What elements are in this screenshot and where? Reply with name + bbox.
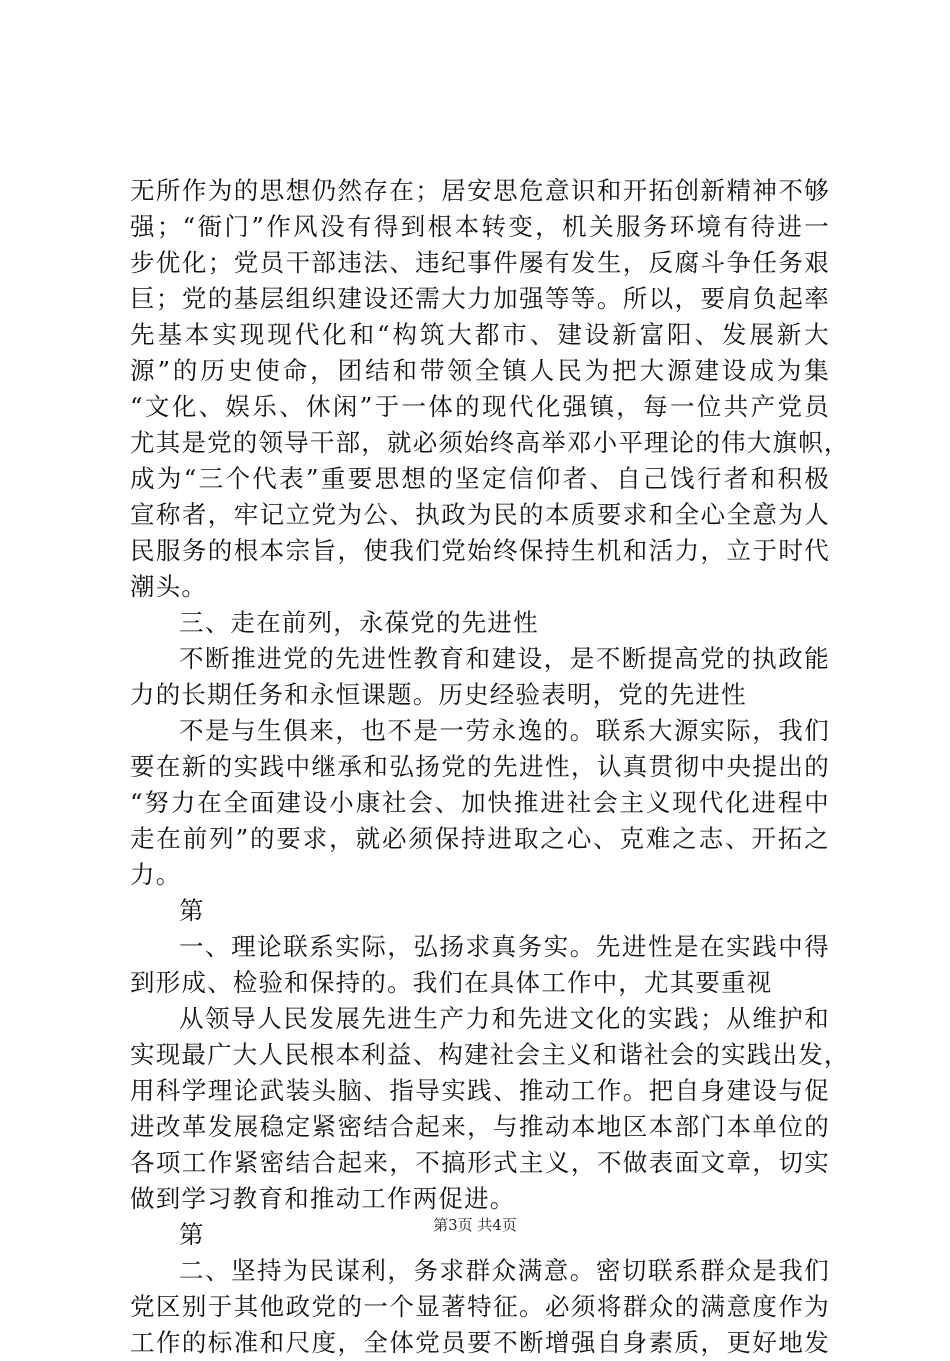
text-line: 不是与生俱来，也不是一劳永逸的。联系大源实际，我们 xyxy=(179,716,830,745)
subsection-line: 一、理论联系实际，弘扬求真务实。先进性是在实践中得 xyxy=(179,932,830,961)
text-line: 进改革发展稳定紧密结合起来，与推动本地区本部门本单位的 xyxy=(130,1112,830,1141)
text-line: 到形成、检验和保持的。我们在具体工作中，尤其要重视 xyxy=(130,968,773,997)
text-line: 先基本实现现代化和“构筑大都市、建设新富阳、发展新大 xyxy=(130,320,830,349)
text-line: 无所作为的思想仍然存在；居安思危意识和开拓创新精神不够 xyxy=(130,176,830,205)
text-line: 力的长期任务和永恒课题。历史经验表明，党的先进性 xyxy=(130,680,747,709)
text-line: 步优化；党员干部违法、违纪事件屡有发生，反腐斗争任务艰 xyxy=(130,248,830,277)
text-line: “文化、娱乐、休闲”于一体的现代化强镇，每一位共产党员 xyxy=(130,392,830,421)
text-line: 各项工作紧密结合起来，不搞形式主义，不做表面文章，切实 xyxy=(130,1148,830,1177)
text-line: “努力在全面建设小康社会、加快推进社会主义现代化进程中 xyxy=(130,788,830,817)
text-line: 宣称者，牢记立党为公、执政为民的本质要求和全心全意为人 xyxy=(130,500,830,529)
text-line: 不断推进党的先进性教育和建设，是不断提高党的执政能 xyxy=(179,644,830,673)
text-line: 从领导人民发展先进生产力和先进文化的实践；从维护和 xyxy=(179,1004,830,1033)
text-line: 成为“三个代表”重要思想的坚定信仰者、自己饯行者和积极 xyxy=(130,464,830,493)
text-line: 实现最广大人民根本利益、构建社会主义和谐社会的实践出发， xyxy=(130,1040,850,1069)
text-line: 走在前列”的要求，就必须保持进取之心、克难之志、开拓之 xyxy=(130,824,830,853)
subsection-line: 二、坚持为民谋利，务求群众满意。密切联系群众是我们 xyxy=(179,1256,830,1285)
text-line: 尤其是党的领导干部，就必须始终高举邓小平理论的伟大旗帜， xyxy=(130,428,850,457)
text-line: 潮头。 xyxy=(130,572,208,601)
text-line: 要在新的实践中继承和弘扬党的先进性，认真贯彻中央提出的 xyxy=(130,752,830,781)
text-line: 民服务的根本宗旨，使我们党始终保持生机和活力，立于时代 xyxy=(130,536,830,565)
text-line: 源”的历史使命，团结和带领全镇人民为把大源建设成为集 xyxy=(130,356,830,385)
text-line: 党区别于其他政党的一个显著特征。必须将群众的满意度作为 xyxy=(130,1292,830,1321)
text-line: 用科学理论武装头脑、指导实践、推动工作。把自身建设与促 xyxy=(130,1076,830,1105)
page-footer: 第3页 共4页 xyxy=(433,1216,517,1234)
text-line: 工作的标准和尺度，全体党员要不断增强自身素质，更好地发 xyxy=(130,1328,830,1357)
text-line: 力。 xyxy=(130,860,182,889)
section-heading: 三、走在前列，永葆党的先进性 xyxy=(179,608,539,637)
text-line: 强；“衙门”作风没有得到根本转变，机关服务环境有待进一 xyxy=(130,212,830,241)
text-line: 巨；党的基层组织建设还需大力加强等等。所以，要肩负起率 xyxy=(130,284,830,313)
text-line: 第 xyxy=(179,1220,205,1249)
document-body xyxy=(130,173,850,1361)
text-line: 做到学习教育和推动工作两促进。 xyxy=(130,1184,516,1213)
text-line: 第 xyxy=(179,896,205,925)
